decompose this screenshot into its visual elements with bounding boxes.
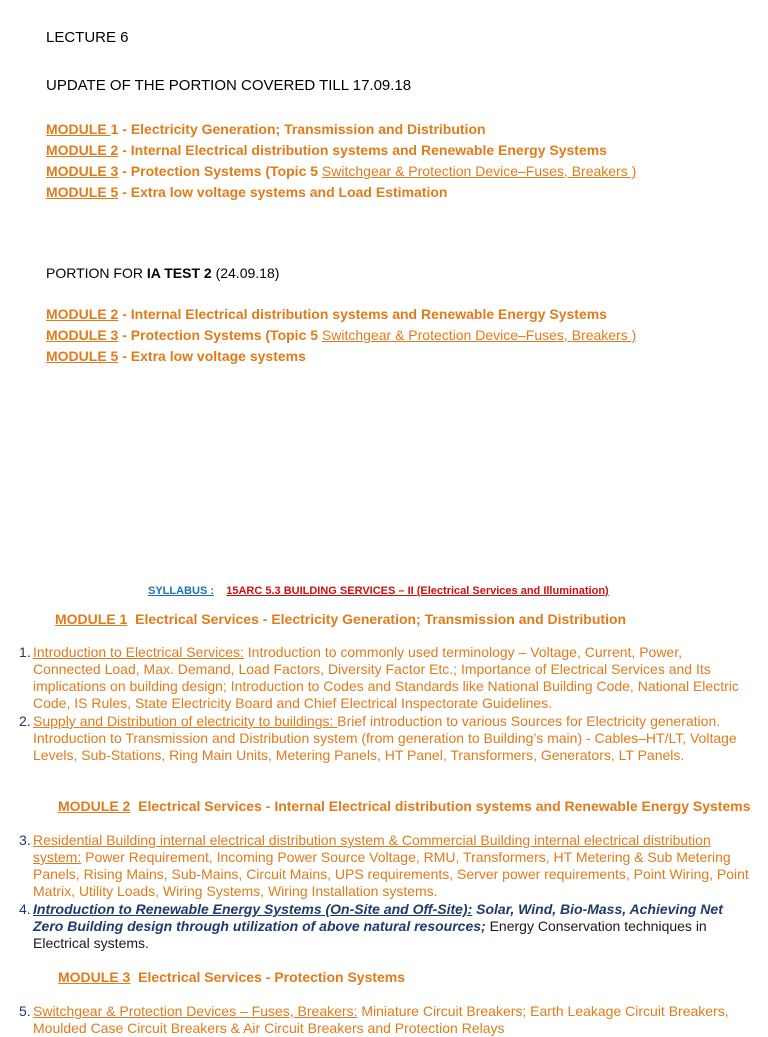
- update-title: UPDATE OF THE PORTION COVERED TILL 17.09.18: [46, 77, 412, 94]
- test-name: IA TEST 2: [146, 265, 212, 281]
- covered-modules-list: [46, 119, 636, 203]
- item-lead-link[interactable]: Introduction to Renewable Energy Systems (On-Site and Off-Site):: [33, 901, 473, 917]
- list-item-4: 4. Introduction to Renewable Energy Systems (On-Site and Off-Site): Solar, Wind, Bio-Mass, Achieving Net Zero Building design through utilization of above natural resources; Energy Conservation techniques in Electrical systems.: [19, 901, 723, 951]
- module-label[interactable]: MODULE 5: [46, 184, 119, 200]
- test-module-5: MODULE 5 - Extra low voltage systems: [46, 348, 306, 364]
- course-title[interactable]: 15ARC 5.3 BUILDING SERVICES – II (Electrical Services and Illumination): [226, 585, 609, 597]
- syllabus-label[interactable]: SYLLABUS :: [148, 585, 214, 597]
- syllabus-line: [148, 585, 609, 597]
- module-label[interactable]: MODULE 3: [46, 327, 119, 343]
- module-label[interactable]: MODULE: [46, 121, 111, 137]
- covered-module-3: MODULE 3 - Protection Systems (Topic 5 Switchgear & Protection Device–Fuses, Breakers ): [46, 163, 637, 179]
- topic-link[interactable]: Switchgear & Protection Device–Fuses, Breakers ): [321, 327, 637, 343]
- module2-heading: MODULE 2 Electrical Services - Internal Electrical distribution systems and Renewable Energy Systems: [58, 798, 751, 814]
- test-modules-list: [46, 304, 636, 367]
- module-label[interactable]: MODULE 2: [46, 306, 119, 322]
- covered-module-2: MODULE 2 - Internal Electrical distribution systems and Renewable Energy Systems: [46, 142, 607, 158]
- lecture-title: LECTURE 6: [46, 29, 129, 46]
- covered-module-1: MODULE 1 - Electricity Generation; Transmission and Distribution: [46, 121, 486, 137]
- item-lead-link[interactable]: Switchgear & Protection Devices – Fuses, Breakers:: [33, 1003, 358, 1019]
- module1-heading: MODULE 1 Electrical Services - Electricity Generation; Transmission and Distribution: [55, 611, 627, 627]
- item-lead-link[interactable]: Residential Building internal electrical distribution system & Commercial Building internal electrical distribution system:: [33, 832, 711, 865]
- module-label[interactable]: MODULE 3: [46, 163, 119, 179]
- module3-heading: MODULE 3 Electrical Services - Protection Systems: [58, 969, 406, 985]
- covered-module-5: MODULE 5 - Extra low voltage systems and Load Estimation: [46, 184, 448, 200]
- topic-link[interactable]: Switchgear & Protection Device–Fuses, Breakers ): [321, 163, 637, 179]
- list-item-2: 2. Supply and Distribution of electricity to buildings: Brief introduction to various Sources for Electricity generation. Introduction to Transmission and Distribution system (from generation to Building’s main) - Cables–HT/LT, Voltage Levels, Sub-Stations, Ring Main Units, Metering Panels, HT Panel, Transformers, Generators, LT Panels.: [19, 713, 737, 763]
- test-module-3: MODULE 3 - Protection Systems (Topic 5 Switchgear & Protection Device–Fuses, Breakers ): [46, 327, 637, 343]
- item-lead-link[interactable]: Introduction to Electrical Services:: [33, 644, 244, 660]
- module-label[interactable]: MODULE 2: [46, 142, 119, 158]
- list-item-3: 3. Residential Building internal electrical distribution system & Commercial Building internal electrical distribution system: Power Requirement, Incoming Power Source Voltage, RMU, Transformers, HT Metering & Sub Metering Panels, Rising Mains, Sub-Mains, Circuit Mains, UPS requirements, Server power requirements, Point Wiring, Point Matrix, Utility Loads, Wiring Systems, Wiring Installation systems.: [19, 832, 749, 899]
- portion-line: PORTION FOR IA TEST 2 (24.09.18): [46, 265, 280, 281]
- list-item-1: 1. Introduction to Electrical Services: Introduction to commonly used terminology – Voltage, Current, Power, Connected Load, Max. Demand, Load Factors, Diversity Factor Etc.; Importance of Electrical Services and Its implications on building design; Introduction to Codes and Standards like National Building Code, National Electric Code, IS Rules, State Electricity Board and Chief Electrical Inspectorate Guidelines.: [19, 644, 739, 711]
- test-module-2: MODULE 2 - Internal Electrical distribution systems and Renewable Energy Systems: [46, 306, 607, 322]
- module-label[interactable]: MODULE 5: [46, 348, 119, 364]
- item-lead-link[interactable]: Supply and Distribution of electricity to buildings:: [33, 713, 338, 729]
- list-item-5: 5. Switchgear & Protection Devices – Fuses, Breakers: Miniature Circuit Breakers; Earth Leakage Circuit Breakers, Moulded Case Circuit Breakers & Air Circuit Breakers and Protection Relays: [19, 1003, 729, 1036]
